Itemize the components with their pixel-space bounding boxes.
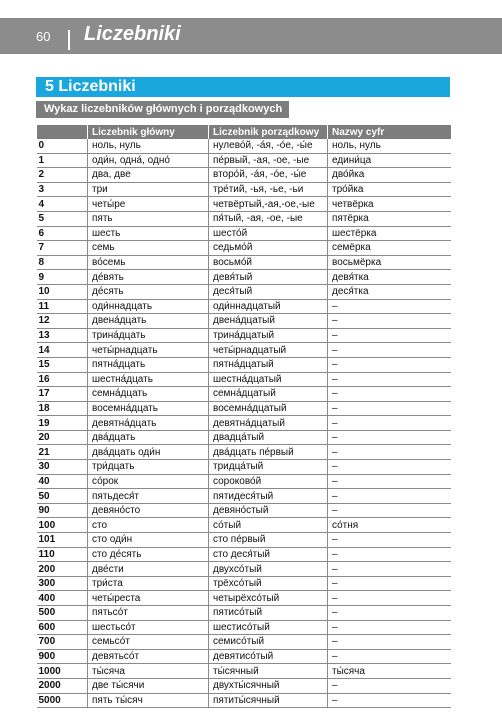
digit-name-cell: едини́ца: [328, 153, 451, 168]
table-row: [37, 460, 451, 475]
number-cell: 14: [37, 343, 88, 358]
table-row: [37, 226, 451, 241]
column-header-ordinal: Liczebnik porządkowy: [209, 125, 328, 139]
cardinal-cell: сто: [88, 518, 209, 533]
cardinal-cell: восемна́дцать: [88, 401, 209, 416]
cardinal-cell: три: [88, 182, 209, 197]
cardinal-cell: две́сти: [88, 562, 209, 577]
number-cell: 50: [37, 489, 88, 504]
digit-name-cell: –: [328, 489, 451, 504]
digit-name-cell: ты́сяча: [328, 664, 451, 679]
number-cell: 4: [37, 197, 88, 212]
cardinal-cell: пятьсо́т: [88, 606, 209, 621]
digit-name-cell: –: [328, 343, 451, 358]
table-row: [37, 591, 451, 606]
ordinal-cell: шестна́дцатый: [209, 372, 328, 387]
number-cell: 600: [37, 620, 88, 635]
ordinal-cell: сороково́й: [209, 474, 328, 489]
digit-name-cell: –: [328, 591, 451, 606]
ordinal-cell: пятна́дцатый: [209, 357, 328, 372]
digit-name-cell: –: [328, 635, 451, 650]
table-row: [37, 299, 451, 314]
cardinal-cell: пять: [88, 211, 209, 226]
number-cell: 300: [37, 576, 88, 591]
cardinal-cell: два́дцать оди́н: [88, 445, 209, 460]
table-row: [37, 620, 451, 635]
cardinal-cell: двена́дцать: [88, 314, 209, 329]
number-cell: 100: [37, 518, 88, 533]
ordinal-cell: семна́дцатый: [209, 387, 328, 402]
ordinal-cell: четвёртый,-ая,-ое,-ые: [209, 197, 328, 212]
ordinal-cell: тре́тий, -ья, -ье, -ьи: [209, 182, 328, 197]
table-row: [37, 401, 451, 416]
ordinal-cell: девя́тый: [209, 270, 328, 285]
digit-name-cell: –: [328, 533, 451, 548]
digit-name-cell: восьмёрка: [328, 255, 451, 270]
cardinal-cell: три́дцать: [88, 460, 209, 475]
cardinal-cell: ты́сяча: [88, 664, 209, 679]
number-cell: 21: [37, 445, 88, 460]
cardinal-cell: семна́дцать: [88, 387, 209, 402]
table-row: [37, 576, 451, 591]
number-cell: 19: [37, 416, 88, 431]
number-cell: 13: [37, 328, 88, 343]
ordinal-cell: двухты́сячный: [209, 678, 328, 693]
cardinal-cell: девяно́сто: [88, 503, 209, 518]
cardinal-cell: две ты́сячи: [88, 678, 209, 693]
column-header-cardinal: Liczebnik główny: [88, 125, 209, 139]
table-row: [37, 139, 451, 153]
table-row: [37, 678, 451, 693]
digit-name-cell: дво́йка: [328, 168, 451, 183]
number-cell: 40: [37, 474, 88, 489]
ordinal-cell: шестисо́тый: [209, 620, 328, 635]
table-row: [37, 211, 451, 226]
number-cell: 18: [37, 401, 88, 416]
table-row: [37, 197, 451, 212]
cardinal-cell: пятна́дцать: [88, 357, 209, 372]
cardinal-cell: во́семь: [88, 255, 209, 270]
digit-name-cell: –: [328, 299, 451, 314]
digit-name-cell: –: [328, 547, 451, 562]
ordinal-cell: пятиты́сячный: [209, 693, 328, 708]
digit-name-cell: со́тня: [328, 518, 451, 533]
cardinal-cell: оди́н, одна́, одно́: [88, 153, 209, 168]
table-row: [37, 635, 451, 650]
column-header-digit-name: Nazwy cyfr: [328, 125, 451, 139]
ordinal-cell: сто деся́тый: [209, 547, 328, 562]
ordinal-cell: второ́й, -а́я, -о́е, -ы́е: [209, 168, 328, 183]
number-cell: 900: [37, 649, 88, 664]
table-row: [37, 693, 451, 708]
page-header: [0, 18, 502, 54]
number-cell: 101: [37, 533, 88, 548]
ordinal-cell: трина́дцатый: [209, 328, 328, 343]
ordinal-cell: пя́тый, -ая, -ое, -ые: [209, 211, 328, 226]
number-cell: 400: [37, 591, 88, 606]
number-cell: 16: [37, 372, 88, 387]
digit-name-cell: –: [328, 357, 451, 372]
table-row: [37, 182, 451, 197]
page-number: 60: [36, 29, 51, 44]
number-cell: 11: [37, 299, 88, 314]
number-cell: 17: [37, 387, 88, 402]
digit-name-cell: –: [328, 620, 451, 635]
column-header-number: [37, 125, 88, 139]
table-row: [37, 255, 451, 270]
table-row: [37, 241, 451, 256]
table-row: [37, 270, 451, 285]
ordinal-cell: пятисо́тый: [209, 606, 328, 621]
number-cell: 10: [37, 284, 88, 299]
digit-name-cell: –: [328, 401, 451, 416]
table-row: [37, 649, 451, 664]
ordinal-cell: нулево́й, -а́я, -о́е, -ы́е: [209, 139, 328, 153]
cardinal-cell: пятьдеся́т: [88, 489, 209, 504]
ordinal-cell: седьмо́й: [209, 241, 328, 256]
ordinal-cell: шесто́й: [209, 226, 328, 241]
cardinal-cell: трина́дцать: [88, 328, 209, 343]
chapter-heading: [36, 77, 450, 97]
ordinal-cell: тридца́тый: [209, 460, 328, 475]
digit-name-cell: –: [328, 678, 451, 693]
cardinal-cell: два, две: [88, 168, 209, 183]
header-separator: [68, 30, 70, 50]
cardinal-cell: девятна́дцать: [88, 416, 209, 431]
number-cell: 5000: [37, 693, 88, 708]
digit-name-cell: –: [328, 328, 451, 343]
ordinal-cell: двадца́тый: [209, 430, 328, 445]
number-cell: 15: [37, 357, 88, 372]
digit-name-cell: –: [328, 503, 451, 518]
table-row: [37, 387, 451, 402]
chapter-title: 5 Liczebniki: [45, 78, 136, 95]
cardinal-cell: четы́реста: [88, 591, 209, 606]
digit-name-cell: –: [328, 416, 451, 431]
number-cell: 30: [37, 460, 88, 475]
digit-name-cell: шестёрка: [328, 226, 451, 241]
number-cell: 3: [37, 182, 88, 197]
table-row: [37, 168, 451, 183]
digit-name-cell: –: [328, 430, 451, 445]
digit-name-cell: ноль, нуль: [328, 139, 451, 153]
number-cell: 8: [37, 255, 88, 270]
table-row: [37, 533, 451, 548]
cardinal-cell: со́рок: [88, 474, 209, 489]
digit-name-cell: –: [328, 649, 451, 664]
table-body: [37, 139, 451, 708]
ordinal-cell: двена́дцатый: [209, 314, 328, 329]
cardinal-cell: шестьсо́т: [88, 620, 209, 635]
cardinal-cell: девятьсо́т: [88, 649, 209, 664]
running-title: Liczebniki: [84, 23, 181, 45]
table-row: [37, 547, 451, 562]
cardinal-cell: семь: [88, 241, 209, 256]
ordinal-cell: четырёхсо́тый: [209, 591, 328, 606]
ordinal-cell: четы́рнадцатый: [209, 343, 328, 358]
table-row: [37, 518, 451, 533]
ordinal-cell: пятидеся́тый: [209, 489, 328, 504]
digit-name-cell: деся́тка: [328, 284, 451, 299]
cardinal-cell: два́дцать: [88, 430, 209, 445]
ordinal-cell: два́дцать пе́рвый: [209, 445, 328, 460]
number-cell: 9: [37, 270, 88, 285]
cardinal-cell: сто оди́н: [88, 533, 209, 548]
ordinal-cell: девятна́дцатый: [209, 416, 328, 431]
digit-name-cell: тро́йка: [328, 182, 451, 197]
digit-name-cell: –: [328, 576, 451, 591]
cardinal-cell: сто де́сять: [88, 547, 209, 562]
digit-name-cell: –: [328, 693, 451, 708]
digit-name-cell: четвёрка: [328, 197, 451, 212]
number-cell: 7: [37, 241, 88, 256]
cardinal-cell: де́сять: [88, 284, 209, 299]
cardinal-cell: шестна́дцать: [88, 372, 209, 387]
table-row: [37, 430, 451, 445]
ordinal-cell: семисо́тый: [209, 635, 328, 650]
table-row: [37, 357, 451, 372]
ordinal-cell: оди́ннадцатый: [209, 299, 328, 314]
cardinal-cell: оди́ннадцать: [88, 299, 209, 314]
table-row: [37, 606, 451, 621]
table-row: [37, 489, 451, 504]
number-cell: 500: [37, 606, 88, 621]
cardinal-cell: четы́рнадцать: [88, 343, 209, 358]
table-row: [37, 284, 451, 299]
digit-name-cell: –: [328, 562, 451, 577]
table-row: [37, 416, 451, 431]
number-cell: 1: [37, 153, 88, 168]
digit-name-cell: пятёрка: [328, 211, 451, 226]
digit-name-cell: –: [328, 445, 451, 460]
table-row: [37, 153, 451, 168]
cardinal-cell: семьсо́т: [88, 635, 209, 650]
table-row: [37, 328, 451, 343]
table-row: [37, 503, 451, 518]
numerals-table: [36, 125, 451, 708]
number-cell: 110: [37, 547, 88, 562]
number-cell: 5: [37, 211, 88, 226]
ordinal-cell: деся́тый: [209, 284, 328, 299]
ordinal-cell: двухсо́тый: [209, 562, 328, 577]
ordinal-cell: сто пе́рвый: [209, 533, 328, 548]
number-cell: 90: [37, 503, 88, 518]
cardinal-cell: четы́ре: [88, 197, 209, 212]
number-cell: 6: [37, 226, 88, 241]
ordinal-cell: девяно́стый: [209, 503, 328, 518]
table-row: [37, 343, 451, 358]
table-row: [37, 474, 451, 489]
ordinal-cell: ты́сячный: [209, 664, 328, 679]
number-cell: 200: [37, 562, 88, 577]
number-cell: 0: [37, 139, 88, 153]
digit-name-cell: –: [328, 372, 451, 387]
cardinal-cell: пять ты́сяч: [88, 693, 209, 708]
section-title: Wykaz liczebników głównych i porządkowych: [44, 103, 283, 115]
number-cell: 2000: [37, 678, 88, 693]
number-cell: 20: [37, 430, 88, 445]
ordinal-cell: со́тый: [209, 518, 328, 533]
cardinal-cell: де́вять: [88, 270, 209, 285]
table-header-row: [37, 125, 451, 139]
table-row: [37, 664, 451, 679]
number-cell: 700: [37, 635, 88, 650]
number-cell: 1000: [37, 664, 88, 679]
section-heading: [36, 101, 289, 118]
table-row: [37, 372, 451, 387]
ordinal-cell: девятисо́тый: [209, 649, 328, 664]
digit-name-cell: девя́тка: [328, 270, 451, 285]
digit-name-cell: –: [328, 387, 451, 402]
ordinal-cell: восьмо́й: [209, 255, 328, 270]
digit-name-cell: –: [328, 314, 451, 329]
digit-name-cell: –: [328, 606, 451, 621]
digit-name-cell: семёрка: [328, 241, 451, 256]
ordinal-cell: трёхсо́тый: [209, 576, 328, 591]
number-cell: 12: [37, 314, 88, 329]
table-row: [37, 562, 451, 577]
table-row: [37, 445, 451, 460]
ordinal-cell: восемна́дцатый: [209, 401, 328, 416]
digit-name-cell: –: [328, 474, 451, 489]
digit-name-cell: –: [328, 460, 451, 475]
cardinal-cell: шесть: [88, 226, 209, 241]
cardinal-cell: три́ста: [88, 576, 209, 591]
cardinal-cell: ноль, нуль: [88, 139, 209, 153]
table-row: [37, 314, 451, 329]
ordinal-cell: пе́рвый, -ая, -ое, -ые: [209, 153, 328, 168]
number-cell: 2: [37, 168, 88, 183]
